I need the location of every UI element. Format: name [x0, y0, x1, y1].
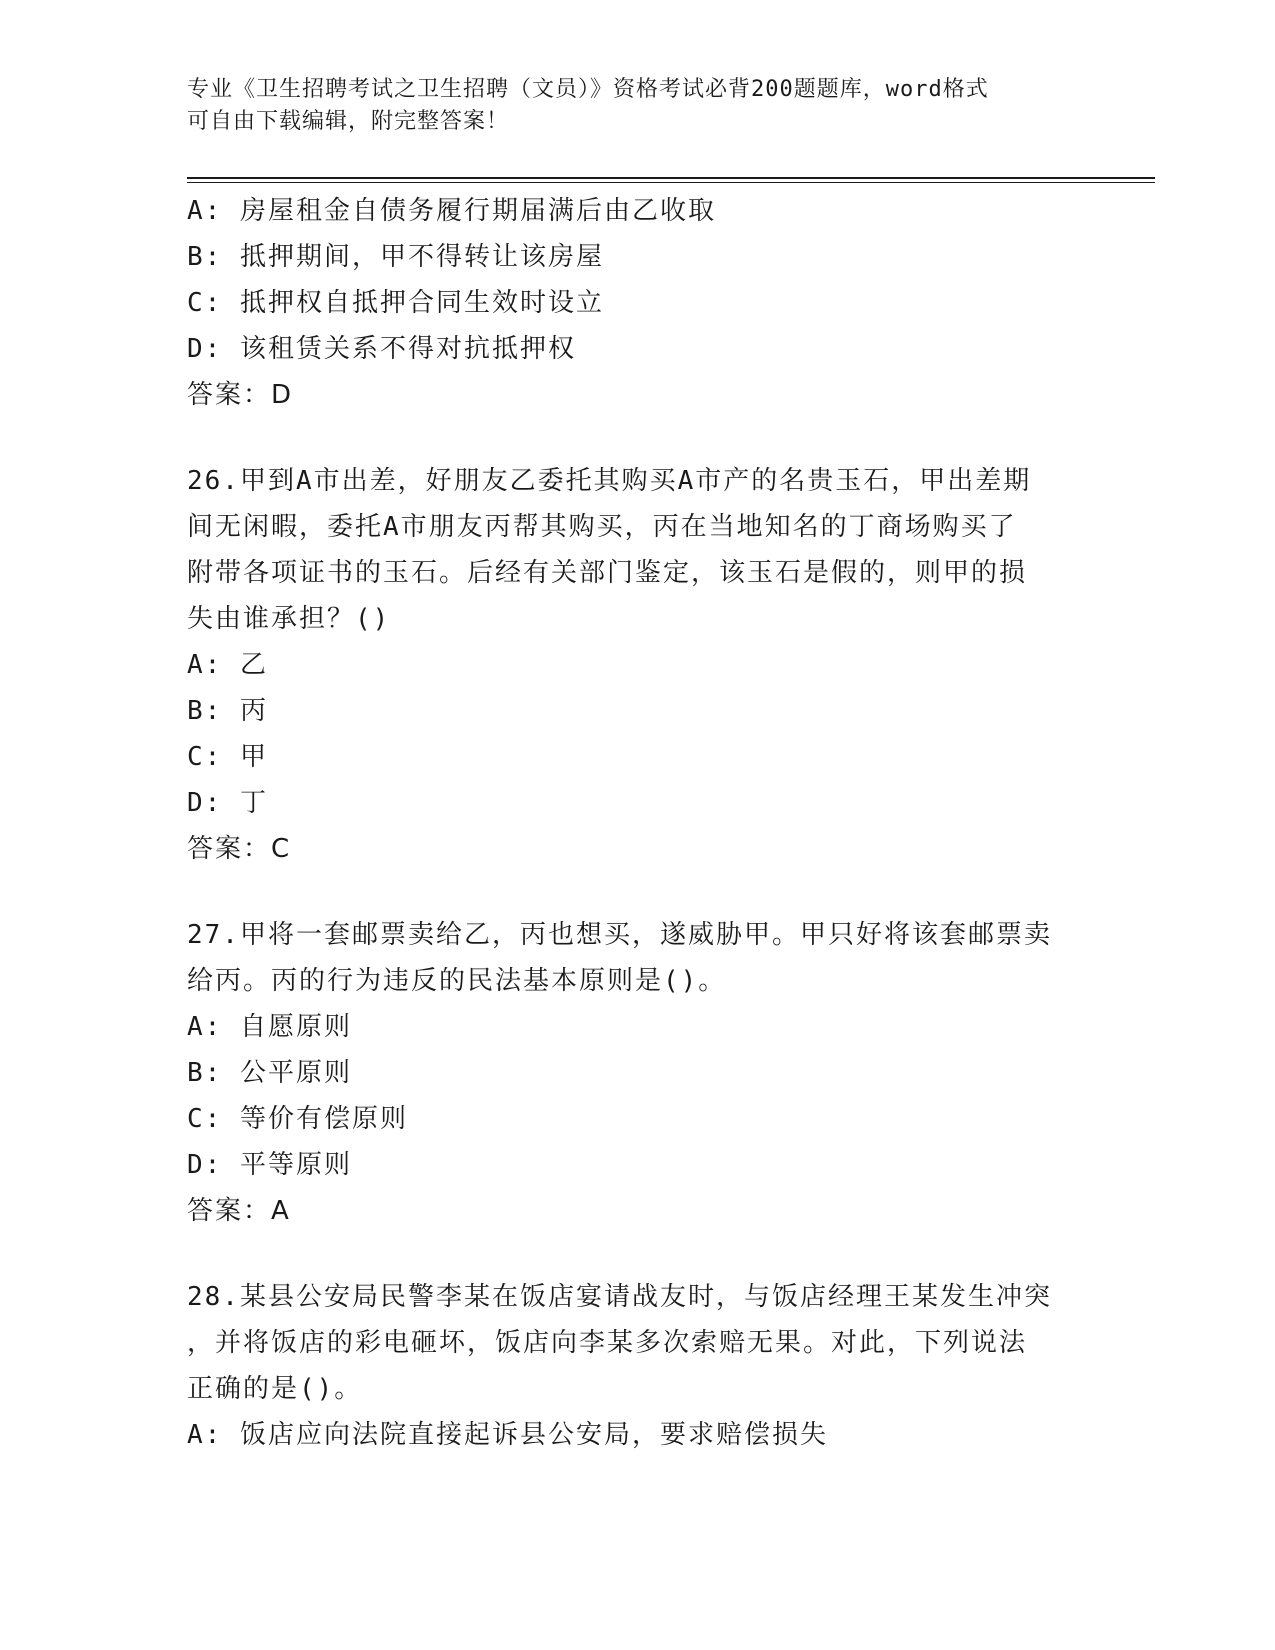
option-a: A: 饭店应向法院直接起诉县公安局，要求赔偿损失 — [187, 1420, 828, 1450]
question-stem-line: 间无闲暇，委托A市朋友丙帮其购买，丙在当地知名的丁商场购买了 — [187, 512, 1017, 542]
answer-line: 答案：D — [187, 380, 294, 410]
question-stem-line: 28.某县公安局民警李某在饭店宴请战友时，与饭店经理王某发生冲突 — [187, 1282, 1052, 1312]
answer-line: 答案：C — [187, 834, 292, 864]
question-26 — [187, 458, 1087, 872]
header-line-2: 可自由下载编辑，附完整答案！ — [187, 109, 510, 134]
option-a: A: 房屋租金自债务履行期届满后由乙收取 — [187, 196, 716, 226]
option-d: D: 该租赁关系不得对抗抵押权 — [187, 334, 576, 364]
option-d: D: 丁 — [187, 788, 268, 818]
option-a: A: 自愿原则 — [187, 1012, 352, 1042]
question-list — [187, 188, 1087, 1458]
option-d: D: 平等原则 — [187, 1150, 352, 1180]
header-rule-thick — [187, 177, 1155, 179]
question-stem-line: 27.甲将一套邮票卖给乙，丙也想买，遂威胁甲。甲只好将该套邮票卖 — [187, 920, 1052, 950]
option-c: C: 等价有偿原则 — [187, 1104, 408, 1134]
option-a: A: 乙 — [187, 650, 268, 680]
question-28 — [187, 1274, 1087, 1458]
question-stem-line: 正确的是()。 — [187, 1374, 363, 1404]
question-27 — [187, 912, 1087, 1234]
option-b: B: 公平原则 — [187, 1058, 352, 1088]
question-gap — [187, 418, 1087, 458]
option-b: B: 抵押期间，甲不得转让该房屋 — [187, 242, 604, 272]
answer-line: 答案：A — [187, 1196, 291, 1226]
option-c: C: 抵押权自抵押合同生效时设立 — [187, 288, 604, 318]
header-line-1: 专业《卫生招聘考试之卫生招聘（文员）》资格考试必背200题题库，word格式 — [187, 77, 989, 102]
question-gap — [187, 872, 1087, 912]
question-gap — [187, 1234, 1087, 1274]
option-b: B: 丙 — [187, 696, 268, 726]
question-stem-line: 26.甲到A市出差，好朋友乙委托其购买A市产的名贵玉石，甲出差期 — [187, 466, 1032, 496]
option-c: C: 甲 — [187, 742, 268, 772]
header-rule-thin — [187, 182, 1155, 183]
question-stem-line: 给丙。丙的行为违反的民法基本原则是()。 — [187, 966, 727, 996]
question-stem-line: ，并将饭店的彩电砸坏，饭店向李某多次索赔无果。对此，下列说法 — [187, 1328, 1028, 1358]
document-header — [187, 74, 1067, 138]
question-stem-line: 失由谁承担？() — [187, 604, 391, 634]
question-stem-line: 附带各项证书的玉石。后经有关部门鉴定，该玉石是假的，则甲的损 — [187, 558, 1028, 588]
question-25-tail — [187, 188, 1087, 418]
